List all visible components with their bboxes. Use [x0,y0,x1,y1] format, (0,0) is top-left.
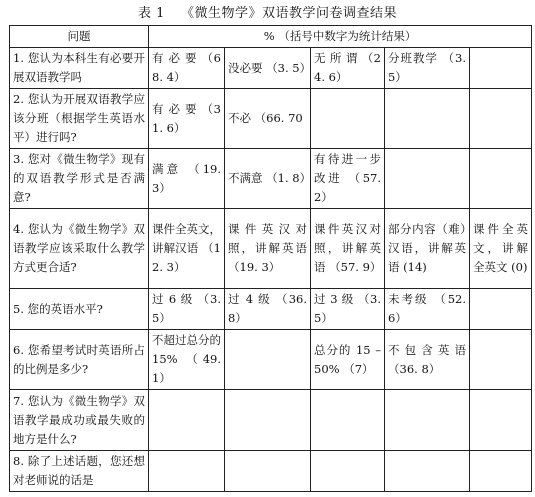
answer-cell [470,89,532,149]
answer-cell: 分班教学 （3. 5） [385,48,470,89]
answer-cell [385,89,470,149]
table-caption [0,2,535,21]
header-question: 问题 [10,26,149,48]
answer-cell [385,149,470,209]
table-row [10,451,532,492]
answer-cell: 总分的 15 – 50% （7） [311,330,385,390]
answer-cell [385,451,470,492]
answer-cell: 不必 （66. 70 [225,89,311,149]
answer-cell: 课件英汉对照，讲解英语 （57. 9） [311,209,385,289]
answer-cell [311,451,385,492]
answer-cell: 部分内容（难）汉语，讲解英语 (14) [385,209,470,289]
answer-cell: 课件全英文，讲解汉语 （12. 3） [149,209,225,289]
table-row [10,209,532,289]
question-cell: 4. 您认为《微生物学》双语教学应该采取什么教学方式更合适? [10,209,149,289]
answer-cell: 不超过总分的 15% （49. 1） [149,330,225,390]
answer-cell [225,390,311,451]
answer-cell: 未考级 （52. 6） [385,289,470,330]
answer-cell: 满意 （19. 3） [149,149,225,209]
answer-cell: 过 3 级 （3. 5） [311,289,385,330]
answer-cell [225,451,311,492]
question-cell: 5. 您的英语水平? [10,289,149,330]
answer-cell: 有 必 要 （31. 6） [149,89,225,149]
answer-cell: 课件全英文，讲解全英文 (0) [470,209,532,289]
table-row [10,89,532,149]
answer-cell: 课件英汉对照，讲解英语 （19. 3） [225,209,311,289]
answer-cell: 过 6 级 （3. 5） [149,289,225,330]
answer-cell: 过 4 级 （36. 8） [225,289,311,330]
table-row [10,330,532,390]
survey-table [9,25,532,492]
answer-cell [311,390,385,451]
question-cell: 1. 您认为本科生有必要开展双语教学吗 [10,48,149,89]
answer-cell [385,390,470,451]
answer-cell [149,451,225,492]
answer-cell: 不包含英语 （36. 8） [385,330,470,390]
table-row [10,289,532,330]
answer-cell [149,390,225,451]
header-result: % （括号中数字为统计结果） [149,26,532,48]
question-cell: 8. 除了上述话题，您还想对老师说的话是 [10,451,149,492]
answer-cell: 没必要 （3. 5） [225,48,311,89]
answer-cell [470,149,532,209]
answer-cell: 有待进一步改进 （57. 2） [311,149,385,209]
answer-cell: 有 必 要 （68. 4） [149,48,225,89]
question-cell: 7. 您认为《微生物学》双语教学最成功或最失败的地方是什么? [10,390,149,451]
answer-cell [225,330,311,390]
answer-cell [470,451,532,492]
answer-cell [470,289,532,330]
table-title: 《微生物学》双语教学问卷调查结果 [180,6,397,21]
table-number: 表 1 [138,6,165,21]
answer-cell: 无 所 谓 （24. 6） [311,48,385,89]
answer-cell [470,48,532,89]
answer-cell: 不满意 （1. 8） [225,149,311,209]
question-cell: 6. 您希望考试时英语所占的比例是多少? [10,330,149,390]
question-cell: 3. 您对《微生物学》现有的双语教学形式是否满意? [10,149,149,209]
table-row [10,149,532,209]
answer-cell [311,89,385,149]
table-row [10,390,532,451]
question-cell: 2. 您认为开展双语教学应该分班（根据学生英语水平）进行吗? [10,89,149,149]
answer-cell [470,390,532,451]
answer-cell [470,330,532,390]
table-row [10,48,532,89]
header-row [10,26,532,48]
